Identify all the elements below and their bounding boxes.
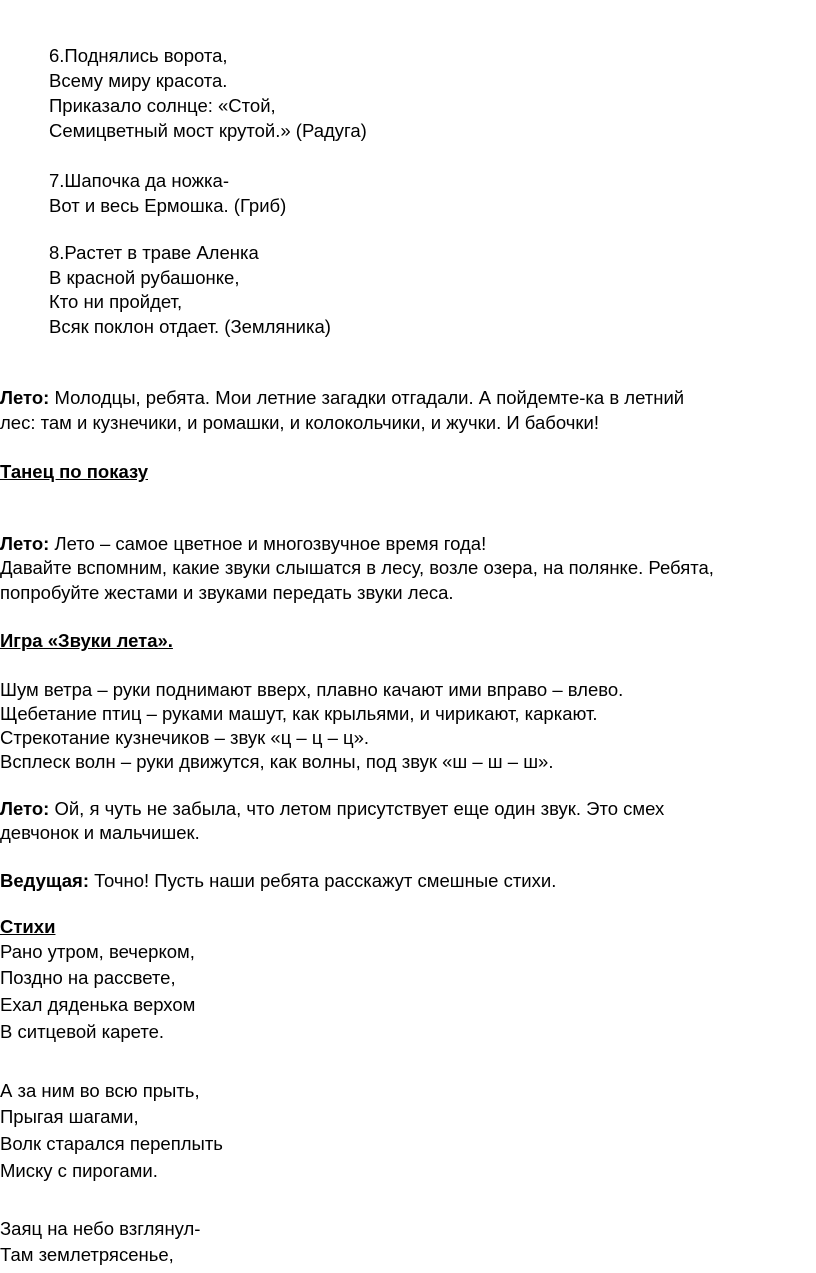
speech-text: Точно! Пусть наши ребята расскажут смешные стихи. — [89, 870, 557, 891]
leto-speech-2 — [0, 532, 486, 556]
speaker-label: Лето: — [0, 533, 50, 554]
poem-line: Ехал дяденька верхом — [0, 994, 196, 1015]
poem-line: В ситцевой карете. — [0, 1021, 165, 1042]
game-heading: Игра «Звуки лета». — [0, 630, 173, 651]
riddle-8-line-4: Всяк поклон отдает. (Земляника) — [49, 316, 331, 337]
leto-speech-1-cont: лес: там и кузнечики, и ромашки, и колокольчики, и жучки. И бабочки! — [0, 412, 599, 433]
poem-line: Волк старался переплыть — [0, 1133, 223, 1154]
game-line-2: Щебетание птиц – руками машут, как крыльями, и чирикают, каркают. — [0, 703, 598, 724]
riddle-8-line-2: В красной рубашонке, — [49, 267, 240, 288]
game-line-1: Шум ветра – руки поднимают вверх, плавно качают ими вправо – влево. — [0, 679, 624, 700]
riddle-6-line-3: Приказало солнце: «Стой, — [49, 95, 276, 116]
speaker-label: Лето: — [0, 387, 50, 408]
leto-speech-1 — [0, 386, 684, 410]
leto-speech-3 — [0, 797, 664, 821]
game-line-3: Стрекотание кузнечиков – звук «ц – ц – ц». — [0, 727, 370, 748]
dance-heading: Танец по показу — [0, 461, 148, 482]
poem-line: Там землетрясенье, — [0, 1244, 174, 1265]
speech-text: Ой, я чуть не забыла, что летом присутствует еще один звук. Это смех — [49, 798, 665, 819]
riddle-6-line-4: Семицветный мост крутой.» (Радуга) — [49, 120, 367, 141]
riddle-7-line-1: 7.Шапочка да ножка- — [49, 170, 229, 191]
poem-line: Рано утром, вечерком, — [0, 941, 195, 962]
leto-speech-2-cont-2: попробуйте жестами и звуками передать звуки леса. — [0, 582, 454, 603]
host-speech — [0, 869, 556, 893]
speech-text: Лето – самое цветное и многозвучное время года! — [49, 533, 487, 554]
poem-line: Прыгая шагами, — [0, 1106, 139, 1127]
leto-speech-3-cont: девчонок и мальчишек. — [0, 822, 200, 843]
riddle-8-line-1: 8.Растет в траве Аленка — [49, 242, 259, 263]
poem-line: Поздно на рассвете, — [0, 967, 176, 988]
leto-speech-2-cont-1: Давайте вспомним, какие звуки слышатся в лесу, возле озера, на полянке. Ребята, — [0, 557, 714, 578]
poem-line: А за ним во всю прыть, — [0, 1080, 200, 1101]
riddle-6-line-1: 6.Поднялись ворота, — [49, 45, 228, 66]
riddle-8-line-3: Кто ни пройдет, — [49, 291, 183, 312]
riddle-7-line-2: Вот и весь Ермошка. (Гриб) — [49, 195, 287, 216]
poem-line: Миску с пирогами. — [0, 1160, 158, 1181]
poems-heading: Стихи — [0, 916, 56, 937]
speaker-label: Лето: — [0, 798, 50, 819]
speaker-label: Ведущая: — [0, 870, 89, 891]
speech-text: Молодцы, ребята. Мои летние загадки отгадали. А пойдемте-ка в летний — [49, 387, 685, 408]
riddle-6-line-2: Всему миру красота. — [49, 70, 228, 91]
poem-line: Заяц на небо взглянул- — [0, 1218, 201, 1239]
game-line-4: Всплеск волн – руки движутся, как волны, под звук «ш – ш – ш». — [0, 751, 554, 772]
